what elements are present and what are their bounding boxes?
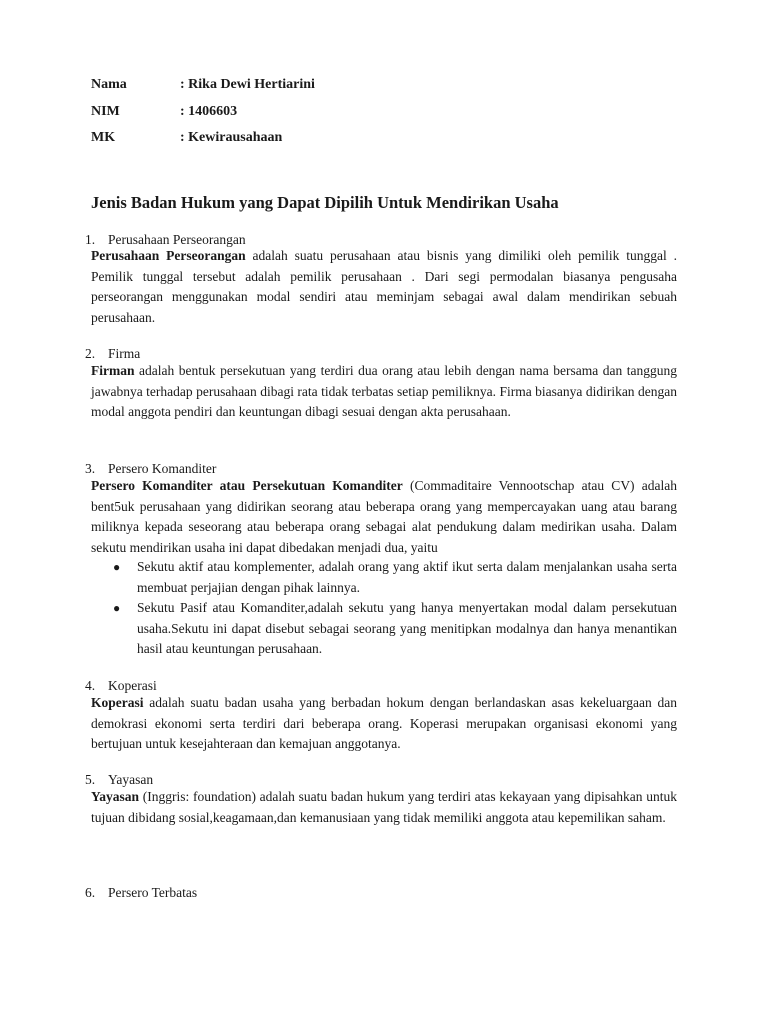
- bullet-dot-icon: ●: [113, 560, 121, 574]
- item-text: (Commaditaire Vennootschap atau CV) adalah bent5uk perusahaan yang didirikan seorang atau beberapa orang yang mempercayakan uang atau barang miliknya kepada seseorang atau beberapa orang sebagai alat pendukung dalam medirikan usaha. Dalam sekutu mendirikan usaha ini dapat dibedakan menjadi dua, yaitu: [91, 478, 677, 556]
- item-term: Persero Komanditer atau Persekutuan Komanditer: [91, 478, 403, 493]
- header-label: MK: [91, 130, 116, 145]
- bullet-text: Sekutu Pasif atau Komanditer,adalah sekutu yang hanya menyertakan modal dalam persekutuan usaha.Sekutu ini dapat disebut sebagai seorang yang menitipkan modalnya dan hanya menantikan hasil atau keuntungan perusahaan.: [137, 600, 677, 657]
- item-number: 5.: [85, 772, 96, 787]
- item-heading-text: Yayasan: [108, 772, 154, 787]
- item-heading-text: Persero Komanditer: [108, 461, 217, 476]
- bullet-item: [113, 598, 677, 660]
- header-value: : 1406603: [180, 104, 238, 119]
- item-paragraph: [91, 787, 677, 828]
- document-title: Jenis Badan Hukum yang Dapat Dipilih Untuk Mendirikan Usaha: [91, 193, 559, 212]
- item-heading-text: Koperasi: [108, 678, 157, 693]
- item-paragraph: [91, 361, 677, 423]
- item-text: adalah suatu perusahaan atau bisnis yang dimiliki oleh pemilik tunggal . Pemilik tunggal tersebut adalah pemilik perusahaan . Dari segi permodalan biasanya pengusaha perseorangan menggunakan modal sendiri atau meminjam sebagai awal dalam mendirikan sebuah perusahaan.: [91, 248, 677, 326]
- header-value: : Kewirausahaan: [180, 130, 283, 145]
- item-paragraph: [91, 246, 677, 329]
- item-term: Perusahaan Perseorangan: [91, 248, 246, 263]
- item-paragraph: [91, 693, 677, 755]
- item-heading-text: Persero Terbatas: [108, 885, 198, 900]
- item-paragraph: [91, 476, 677, 559]
- item-heading-text: Firma: [108, 346, 141, 361]
- item-text: adalah suatu badan usaha yang berbadan hokum dengan berlandaskan asas kekeluargaan dan demokrasi ekonomi serta terdiri dari beberapa orang. Koperasi merupakan organisasi ekonomi yang bertujuan untuk kesejahteraan dan kemajuan anggotanya.: [91, 695, 677, 752]
- item-number: 1.: [85, 232, 96, 247]
- item-text: adalah bentuk persekutuan yang terdiri dua orang atau lebih dengan nama bersama dan tanggung jawabnya terhadap perusahaan dibagi rata tidak terbatas setiap pemiliknya. Firma biasanya didirikan dengan modal anggota pendiri dan keuntungan dibagi sesuai dengan akta perusahaan.: [91, 363, 677, 420]
- bullet-dot-icon: ●: [113, 601, 121, 615]
- header-label: NIM: [91, 104, 120, 119]
- item-number: 4.: [85, 678, 96, 693]
- item-term: Yayasan: [91, 789, 140, 804]
- item-number: 2.: [85, 346, 96, 361]
- item-heading: [85, 884, 197, 902]
- item-term: Koperasi: [91, 695, 144, 710]
- item-number: 3.: [85, 461, 96, 476]
- item-number: 6.: [85, 885, 96, 900]
- item-text: (Inggris: foundation) adalah suatu badan hukum yang terdiri atas kekayaan yang dipisahkan untuk tujuan dibidang sosial,keagamaan,dan kemanusiaan yang tidak memiliki anggota atau kepemilikan saham.: [91, 789, 677, 825]
- bullet-text: Sekutu aktif atau komplementer, adalah orang yang aktif ikut serta dalam menjalankan usaha serta membuat perjajian dengan pihak lainnya.: [137, 559, 677, 595]
- header-label: Nama: [91, 77, 127, 92]
- header-value: : Rika Dewi Hertiarini: [180, 77, 315, 92]
- bullet-item: [113, 557, 677, 598]
- item-term: Firman: [91, 363, 135, 378]
- item-heading-text: Perusahaan Perseorangan: [108, 232, 246, 247]
